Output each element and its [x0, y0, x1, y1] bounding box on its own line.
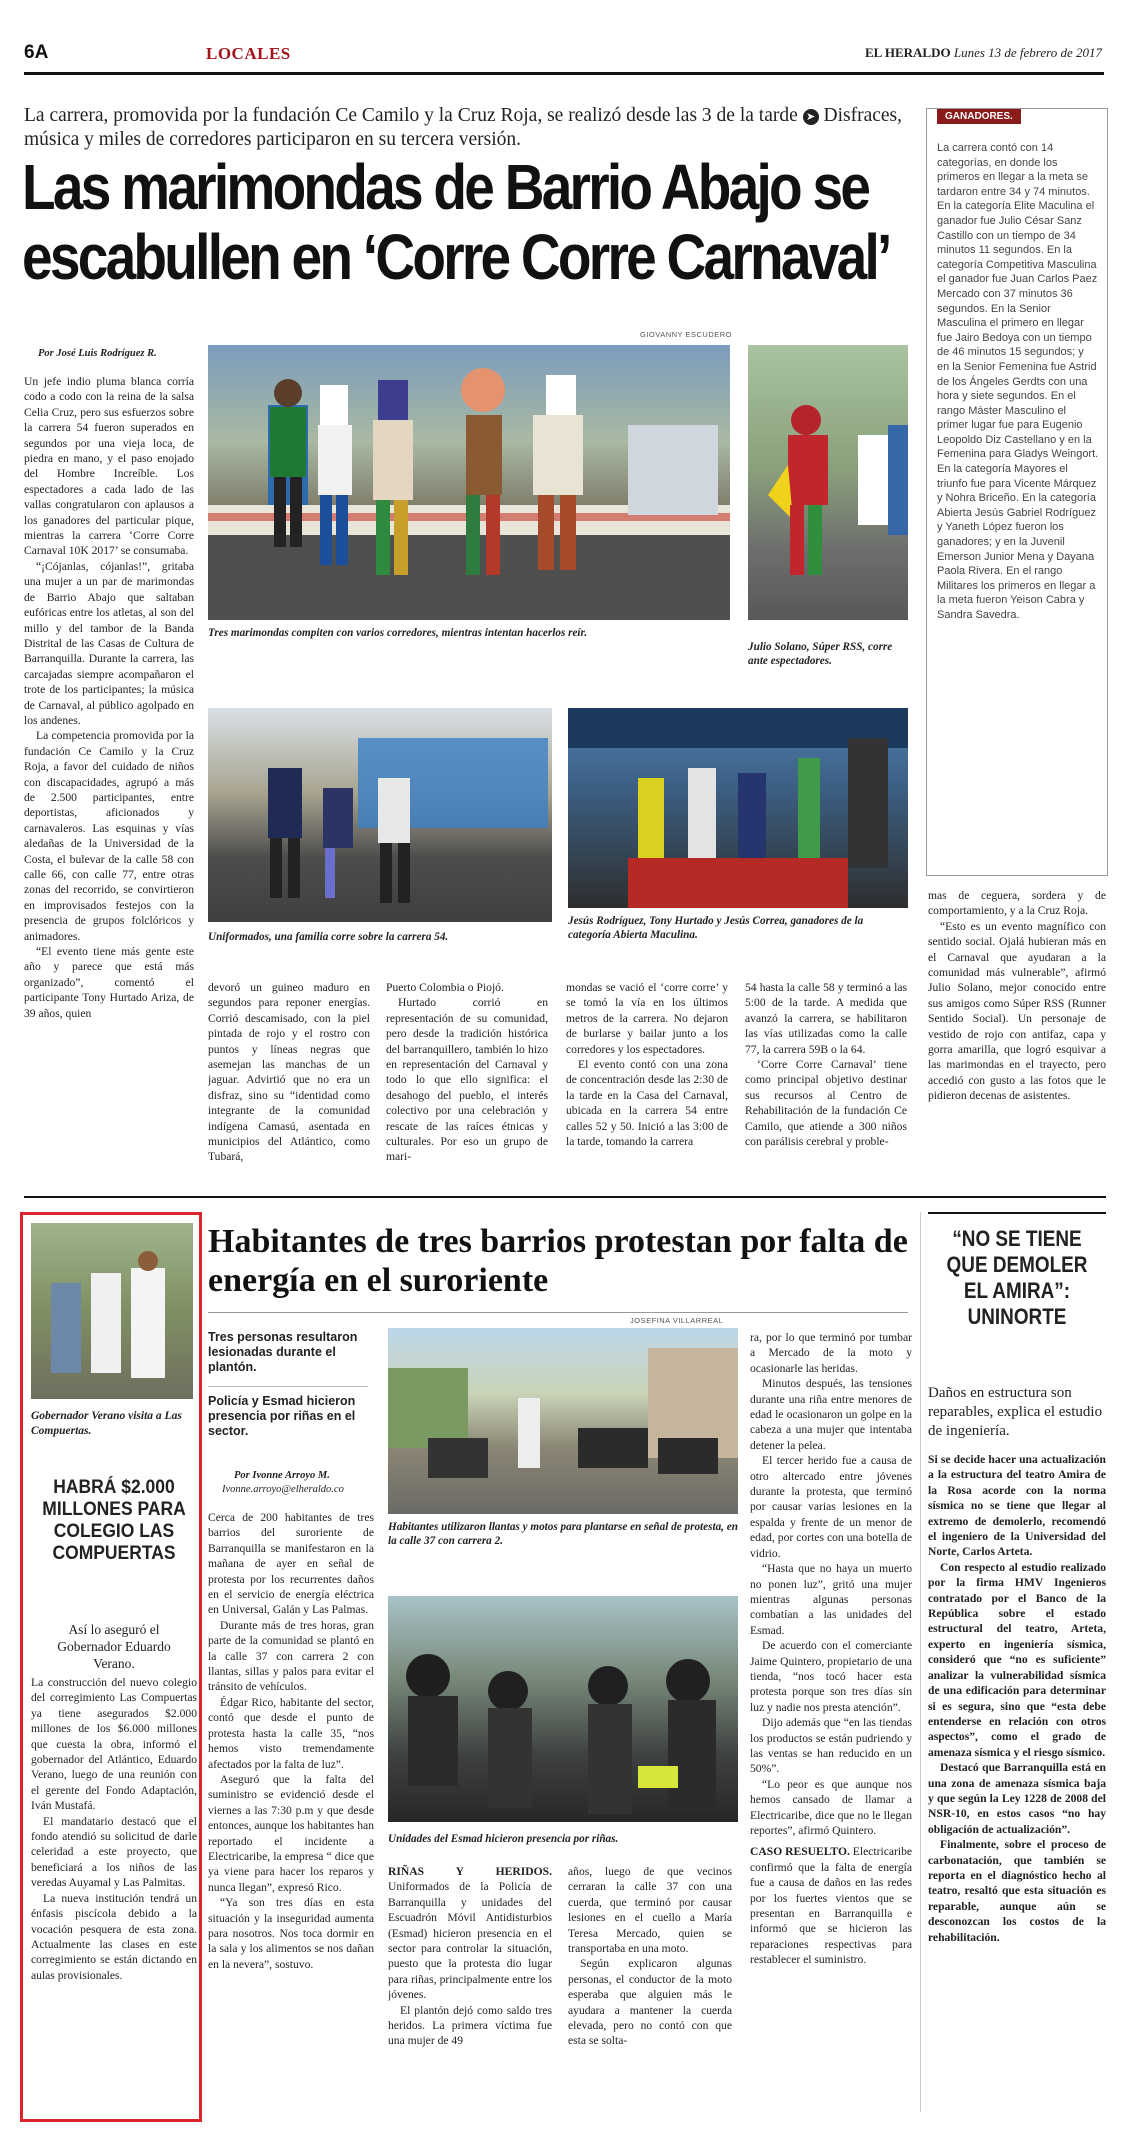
esmad-photo [388, 1596, 738, 1822]
main-headline [22, 151, 890, 293]
amira-body [928, 1452, 1106, 2112]
caption-main-photo: Tres marimondas compiten con varios corredores, mientras intentan hacerlos reír. [208, 627, 588, 639]
amira-top-rule [928, 1212, 1106, 1214]
paragraph: “Esto es un evento magnífico con sentido social. Ojalá hubieran más en el Carnaval que ayudaran a la comunidad más vulnerable”, afirmó Julio Solano, mejor conocido entre sus amigos como Súper RSS (Runner Sentido Social). Un personaje de vestido de rojo con antifaz, capa y gorra amarilla, que logró esquivar a las marimondas en el trayecto, pero accedió con gusto a las fotos que le pidieron decenas de asistentes. [928, 919, 1106, 1103]
paragraph: mondas se vació el ‘corre corre’ y se tomó la vía en los últimos metros de la carrera. No dejaron de burlarse y bailar junto a los corredores y los espectadores. [566, 981, 728, 1056]
paragraph [388, 1864, 552, 2003]
byline-email: Ivonne.arroyo@elheraldo.co [222, 1484, 344, 1495]
paragraph: Dijo además que “en las tiendas los productos se están pudriendo y las ventas se han reducido en un 50%”. [750, 1716, 912, 1776]
caption-protest: Habitantes utilizaron llantas y motos para plantarse en señal de protesta, en la calle 37 con carrera 2. [388, 1521, 738, 1547]
school-box [20, 1212, 202, 2122]
deck-text-2: Disfraces, música y miles de corredores participaron en su tercera versión. [24, 105, 903, 150]
article1-column-6 [928, 888, 1106, 1184]
paragraph: Minutos después, las tensiones durante una riña entre menores de edad le ocasionaron un golpe en la cabeza a una mujer que intentaba detener la pelea. [750, 1377, 912, 1452]
paragraph: “Lo peor es que aunque nos hemos cansado de llamar a Electricaribe, dice que no le llegan reportes”, afirmó Quintero. [750, 1777, 912, 1837]
protest-illustration [388, 1328, 738, 1514]
paragraph [750, 1844, 912, 1967]
paragraph: devoró un guineo maduro en segundos para reponer energías. Corrió descamisado, con la piel pintada de rojo y el rostro con puntos y líneas negras que asemejan las manchas de un jaguar. Advirtió que no era un disfraz, sino su “identidad como integrante de la comunidad indígena Camasú, asentada en municipios del Atlántico, como Tubará, [208, 981, 370, 1164]
page-number: 6A [24, 42, 49, 63]
governor-illustration [31, 1223, 193, 1399]
article2-column-2 [388, 1864, 552, 2110]
paragraph-text: Electricaribe confirmó que la falta de energía fue a causa de daños en las redes por los fuertes vientos que se presentan en Barranquilla e informó que se hicieron las reparaciones respectivas para restablecer el suministro. [750, 1845, 912, 1967]
highlight-rule [208, 1386, 368, 1387]
paragraph: “Ya son tres días en esta situación y la inseguridad aumenta para nosotros. Nos toca dormir en la sala y los alimentos se nos dañan en la nevera”, sostuvo. [208, 1896, 374, 1971]
paragraph: “¡Cójanlas, cójanlas!”, gritaba una mujer a un par de marimondas de Barrio Abajo que saltaban eufóricas entre los atletas, al son del millo y del tambor de la Banda Distrital de las Casas de Cultura de Barranquilla. Durante la carrera, las carcajadas siempre acompañaron el trote de los participantes; la música de Carnaval, al público agolpado en los andenes. [24, 559, 194, 727]
paragraph: La nueva institución tendrá un énfasis piscícola debido a la vocación pesquera de esta zona. Actualmente las clases en este corregimiento se están dictando en aulas provisionales. [31, 1891, 197, 1982]
arrow-icon: ➤ [803, 109, 819, 125]
winners-photo [568, 708, 908, 908]
paragraph: “El evento tiene más gente este año y parece que está más organizado”, comentó el participante Tony Hurtado Ariza, de 39 años, quien [24, 945, 194, 1020]
paragraph: 54 hasta la calle 58 y terminó a las 5:00 de la tarde. A medida que avanzó la carrera, se habilitaron las vías utilizadas como la calle 77, la carrera 59B o la 64. [745, 981, 907, 1056]
winners-box [926, 108, 1108, 876]
super-rss-illustration [748, 345, 908, 620]
photo-credit: GIOVANNY ESCUDERO [640, 330, 732, 339]
paragraph: Con respecto al estudio realizado por la firma HMV Ingenieros contratado por el Banco de la República sobre el estado estructural del teatro, Arteta, experto en ingeniería sísmica, consideró que “no es suficiente” analizar la vulnerabilidad sísmica de una edificación para determinar si es segura, sino que “esta debe entenderse en relación con otros aspectos”, como el grado de amenaza sísmica y el riesgo sísmico. [928, 1560, 1106, 1759]
paragraph: Un jefe indio pluma blanca corría codo a codo con la reina de la salsa Celia Cruz, pero sus esfuerzos sobre la carrera 54 fueron superados en segundos por una vieja loca, de piedra en mano, y el paso enojado del Hombre Increíble. Los espectadores a cada lado de las vallas congratularon con aplausos a los ganadores del particular pique, mientras la carrera ‘Corre Corre Carnaval 10K 2017’ se consumaba. [24, 375, 194, 558]
governor-caption: Gobernador Verano visita a Las Compuertas. [31, 1410, 182, 1437]
article2-headline: Habitantes de tres barrios protestan por falta de energía en el suroriente [208, 1223, 908, 1299]
winners-text: La carrera contó con 14 categorías, en donde los primeros en llegar a la meta se tardaron entre 34 y 74 minutos. En la categoría Elite Maculina el ganador fue Julio César Sanz Castillo con un tiempo de 34 minutos 11 segundos. En la categoría Competitiva Masculina el ganador fue Juan Carlos Paez Mercado con 37 minutos 36 segundos. En la Senior Masculina el primero en llegar fue Jairo Bedoya con un tiempo de 46 minutos 15 segundos; y en la Senior Femenina fue Astrid de los Ángeles Gerdts con una hora y siete segundos. En el rango Máster Masculino el primer lugar fue para Eugenio Leopoldo Diz Castellano y en la Femenina para Gladys Weingort. En la categoría Mayores el triunfo fue para Vicente Márquez y Nohra Briceño. En la categoría Abierta Jesús Gabriel Rodríguez y Yaneth López fueron los ganadores; y en la Juvenil Emerson Junior Mena y Dayana Paola Rivera. En el rango Militares los primeros en llegar a la meta fueron Yeison Cabra y Sandra Savedra. [937, 142, 1099, 621]
byline-2: Por Ivonne Arroyo M. [234, 1470, 330, 1481]
section-lead-rinas: RIÑAS Y HERIDOS. [388, 1865, 552, 1878]
paragraph: Cerca de 200 habitantes de tres barrios del suroriente de Barranquilla se manifestaron en la mañana de ayer en señal de protesta por los recurrentes daños en el servicio de energía eléctrica en Universal, Galán y Las Palmas. [208, 1511, 374, 1617]
caption-esmad: Unidades del Esmad hicieron presencia por riñas. [388, 1833, 619, 1845]
paragraph: La construcción del nuevo colegio del corregimiento Las Compuertas ya tiene asegurados $2.000 millones de los $6.000 millones que cuesta la obra, informó el gobernador del Atlántico, Eduardo Verano, luego de una reunión con el gerente del Fondo Adaptación, Iván Mustafá. [31, 1676, 197, 1813]
paragraph: “Hasta que no haya un muerto no ponen luz”, gritó una mujer mientras algunas personas combatían a las unidades del Esmad. [750, 1562, 912, 1637]
paragraph: años, luego de que vecinos cerraran la calle 37 con una cuerda, que terminó por causar lesiones en el cuello a María Teresa Mercado, quien se transportaba en una moto. [568, 1865, 732, 1956]
highlight-2: Policía y Esmad hicieron presencia por riñas en el sector. [208, 1394, 356, 1438]
family-photo [208, 708, 552, 922]
marimondas-photo [208, 345, 730, 620]
headline-line-1: Las marimondas de Barrio Abajo se [22, 151, 869, 223]
winners-illustration [568, 708, 908, 908]
masthead [865, 45, 1102, 61]
paragraph-text: Uniformados de la Policía de Barranquilla y unidades del Escuadrón Móvil Antidisturbios (Esmad) hicieron presencia en el sector para controlar la situación, puesto que la protesta dio lugar para riñas, principalmente entre los jóvenes. [388, 1880, 552, 2002]
paragraph: Durante más de tres horas, gran parte de la comunidad se plantó en la calle 37 con carrera 2 con llantas, sillas y palos para evitar el tránsito de vehículos. [208, 1618, 374, 1694]
paragraph: ‘Corre Corre Carnaval’ tiene como principal objetivo destinar sus recursos al Centro de Rehabilitación de la fundación Ce Camilo, que atiende a 300 niños con parálisis cerebral y proble- [745, 1058, 907, 1149]
paragraph: Destacó que Barranquilla está en una zona de amenaza sísmica baja y que según la Ley 1228 de 2008 del NSR-10, en estos casos “no hay obligación de actualización”. [928, 1761, 1106, 1836]
paragraph: Édgar Rico, habitante del sector, contó que desde el punto de protesta hasta la calle 35, “nos hemos visto tremendamente afectados por la falta de luz”. [208, 1695, 374, 1771]
amira-sub: Daños en estructura son reparables, explica el estudio de ingeniería. [928, 1385, 1103, 1439]
paragraph: Finalmente, sobre el proceso de carbonatación, que también se reporta en el diagnóstico hecho al teatro, resaltó que esta situación es reparable, aunque aún se desconozcan los costos de la rehabilitación. [928, 1838, 1106, 1944]
paragraph: El tercer herido fue a causa de otro altercado entre jóvenes durante la protesta, que terminó por causar varias lesiones en la espalda y frente de un menor de edad, por cortes con una botella de vidrio. [750, 1454, 912, 1560]
section-lead-caso: CASO RESUELTO. [750, 1845, 850, 1859]
amira-divider [920, 1212, 921, 2112]
paragraph: Aseguró que la falta del suministro se evidenció desde el viernes a las 7:30 p.m y que desde entonces, aunque los habitantes han reportado el incidente a Electricaribe, la empresa “ dice que ya viene para hacer los reparos y nunca llegan”, expresó Rico. [208, 1772, 374, 1894]
article2-column-3 [568, 1864, 732, 2110]
protest-photo [388, 1328, 738, 1514]
article1-column-3 [386, 980, 548, 1184]
governor-photo [31, 1223, 193, 1399]
school-body [31, 1675, 197, 2115]
paragraph: La competencia promovida por la fundación Ce Camilo y la Cruz Roja, a favor del cuidado de niños con discapacidades, agrupó a más de 2.500 participantes, entre deportistas, aficionados y carnavaleros. Las esquinas y vías aledañas de la Universidad de la Costa, el bulevar de la calle 58 con calle 66, con calle 77, entre otras zonas del recorrido, se convirtieron en improvisados festejos con la presencia de grupos folclóricos y animadores. [24, 729, 194, 943]
article1-column-1 [24, 374, 194, 1184]
article2-column-4 [750, 1330, 912, 2110]
esmad-illustration [388, 1596, 738, 1822]
super-rss-photo [748, 345, 908, 620]
paragraph: ra, por lo que terminó por tumbar a Mercado de la moto y ocasionarle las heridas. [750, 1331, 912, 1375]
section-label: LOCALES [206, 44, 291, 63]
paper-name: EL HERALDO [864, 45, 951, 60]
issue-date: Lunes 13 de febrero de 2017 [953, 45, 1102, 60]
family-illustration [208, 708, 552, 922]
paragraph: De acuerdo con el comerciante Jaime Quintero, propietario de una tienda, “nos tocó hacer esta protesta porque son tres días sin luz y nadie nos presta atención”. [750, 1639, 912, 1714]
article1-column-5 [745, 980, 907, 1184]
highlight-1: Tres personas resultaron lesionadas durante el plantón. [208, 1330, 358, 1374]
article2-rule [208, 1312, 908, 1313]
paragraph: Puerto Colombia o Piojó. [386, 981, 504, 994]
school-headline: HABRÁ $2.000 MILLONES PARA COLEGIO LAS COMPUERTAS [42, 1477, 186, 1564]
byline: Por José Luis Rodríguez R. [38, 348, 157, 359]
section-rule [24, 1196, 1106, 1198]
paragraph: El evento contó con una zona de concentración desde las 2:30 de la tarde en la Casa del Carnaval, ubicada en la carrera 54 entre calles 52 y 50. Inició a las 3:00 de la tarde, tomando la carrera [566, 1058, 728, 1149]
paragraph: mas de ceguera, sordera y de comportamiento, y a la Cruz Roja. [928, 889, 1106, 918]
photo-credit-2: JOSEFINA VILLARREAL [630, 1316, 724, 1325]
paragraph: El plantón dejó como saldo tres heridos. La primera víctima fue una mujer de 49 [388, 2003, 552, 2048]
caption-winners: Jesús Rodríguez, Tony Hurtado y Jesús Correa, ganadores de la categoría Abierta Maculina. [568, 915, 864, 941]
header-rule [24, 72, 1104, 75]
paragraph: Si se decide hacer una actualización a la estructura del teatro Amira de la Rosa acorde con la norma sísmica no se tiene que llegar al extremo de demolerlo, recomendó el ingeniero de la Universidad del Norte, Carlos Arteta. [928, 1453, 1106, 1559]
marimondas-illustration [208, 345, 730, 620]
deck-text: La carrera, promovida por la fundación Ce Camilo y la Cruz Roja, se realizó desde las 3 de la tarde [24, 105, 798, 126]
paragraph: Según explicaron algunas personas, el conductor de la moto esperaba que alguien más le ayudara a mantener la cuerda elevada, pero no contó con que esta se solta- [568, 1957, 732, 2048]
article2-column-1 [208, 1510, 374, 2110]
winners-label: GANADORES. [937, 109, 1021, 124]
caption-family: Uniformados, una familia corre sobre la carrera 54. [208, 931, 449, 943]
caption-super-rss: Julio Solano, Súper RSS, corre ante espectadores. [748, 641, 893, 667]
paragraph: El mandatario destacó que el fondo atendió su solicitud de darle celeridad a este proyecto, que beneficiará a los niños de las veredas Auyamal y Las Palmitas. [31, 1814, 197, 1890]
deck [24, 104, 914, 152]
school-sub: Así lo aseguró el Gobernador Eduardo Verano. [57, 1622, 171, 1671]
paragraph: Hurtado corrió en representación de su comunidad, pero desde la tradición histórica del barranquillero, también lo hizo en representación del Carnaval y todo lo que ello significa: el desahogo del pueblo, el interés colectivo por una celebración y rescate de las raíces étnicas y culturales. Por eso un grupo de mari- [386, 996, 548, 1164]
headline-line-2: escabullen en ‘Corre Corre Carnaval’ [22, 221, 890, 293]
article1-column-2 [208, 980, 370, 1184]
amira-headline: “NO SE TIENE QUE DEMOLER EL AMIRA”: UNINORTE [946, 1226, 1088, 1329]
article1-column-4 [566, 980, 728, 1184]
